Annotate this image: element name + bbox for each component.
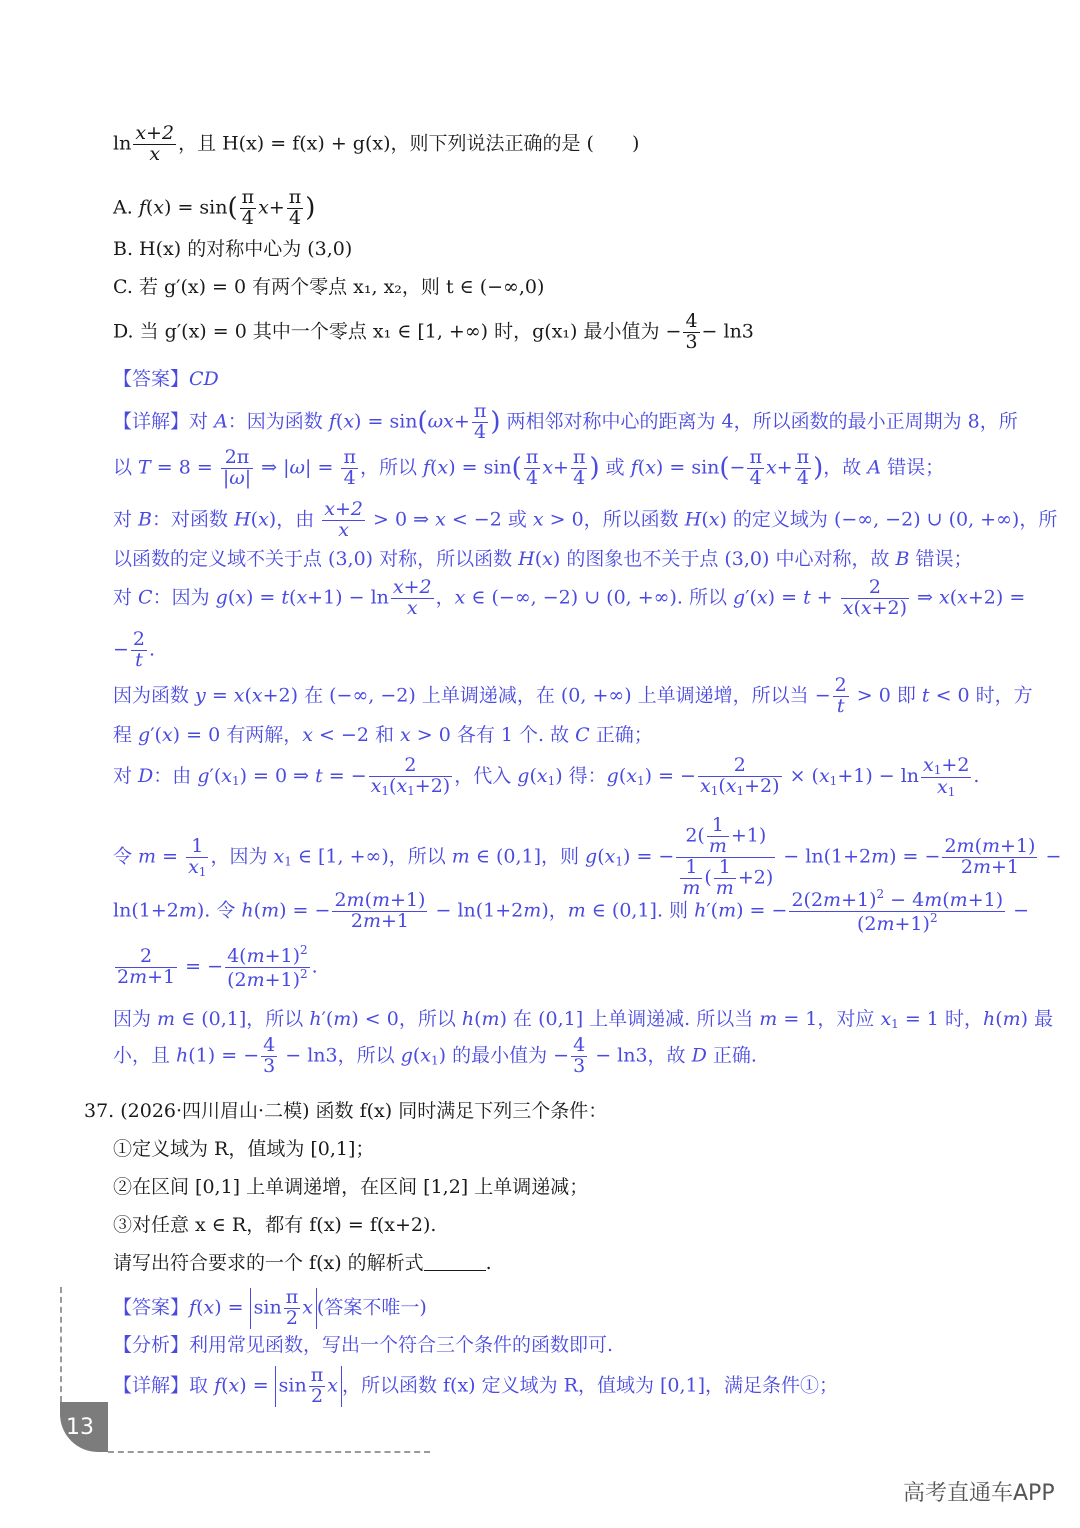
watermark: 高考直通车APP xyxy=(903,1481,1055,1506)
q37-condition-1: ①定义域为 R，值域为 [0,1]； xyxy=(113,1138,375,1160)
q36-detail-line2: 以 T = 8 = $\frac{2\pi}{|\omega|}$ ⇒ |ω| = $\frac{\pi}{4}$ ，所以 f(x) = sin( $\frac{\pi}{4}$ x+ $\frac{\pi}{4}$ ) 或 f(x) = sin(− $\frac{\pi}{4}$ x+ $\frac{\pi}{4}$ )，故 A 错误； xyxy=(113,446,945,489)
q36-detail-line11: ln(1+2m). 令 h(m) = − $\frac{2m(m+1)}{2m+1}$ − ln(1+2m)，m ∈ (0,1]. 则 h′(m) = − $\frac{2(2m+1)^2 - 4m(m+1)}{(2m+1)^2}$ − xyxy=(113,887,1030,935)
q36-detail-line13: 因为 m ∈ (0,1]，所以 h′(m) < 0，所以 h(m) 在 (0,1] 上单调递减. 所以当 m = 1，对应 $x_1 = 1$ 时，h(m) 最 xyxy=(113,1008,1054,1031)
q36-option-a: A. f(x) = sin( $\frac{\pi}{4}$ x+ $\frac{\pi}{4}$ ) xyxy=(113,186,316,229)
q36-detail-line14: 小，且 h(1) = − $\frac{4}{3}$ − ln3，所以 $g(x_1)$ 的最小值为 − $\frac{4}{3}$ − ln3，故 D 正确. xyxy=(113,1034,757,1077)
q36-option-c: C. 若 g′(x) = 0 有两个零点 x₁, x₂，则 t ∈ (−∞,0) xyxy=(113,276,545,298)
q36-detail-line4: 以函数的定义域不关于点 (3,0) 对称，所以函数 H(x) 的图象也不关于点 (3,0) 中心对称，故 B 错误； xyxy=(113,548,973,570)
q36-detail-line12: $\frac{2}{2m+1}$ = − $\frac{4(m+1)^2}{(2m+1)^2}$ . xyxy=(117,943,318,991)
q36-detail-line3: 对 B：对函数 H(x)，由 $\frac{x+2}{x}$ > 0 ⇒ x < −2 或 x > 0，所以函数 H(x) 的定义域为 (−∞, −2) ∪ (0, +∞)，所 xyxy=(113,498,1058,541)
q37-detail: 【详解】取 f(x) = sin $\frac{\pi}{2}$ x ，所以函数 f(x) 定义域为 R，值域为 [0,1]，满足条件①； xyxy=(113,1364,839,1407)
q36-detail-line7: 因为函数 y = x(x+2) 在 (−∞, −2) 上单调递减，在 (0, +∞) 上单调递增，所以当 − $\frac{2}{t}$ > 0 即 t < 0 时，方 xyxy=(113,674,1033,717)
q36-option-d: D. 当 g′(x) = 0 其中一个零点 x₁ ∈ [1, +∞) 时，g(x₁) 最小值为 − $\frac{4}{3}$ − ln3 xyxy=(113,310,754,353)
q37-detail-text: ，所以函数 f(x) 定义域为 R，值域为 [0,1]，满足条件①； xyxy=(341,1374,839,1397)
page-number: 13 xyxy=(66,1415,94,1440)
q37-analysis-tag: 【分析】 xyxy=(113,1334,190,1356)
q36-detail-line10: 令 m = $\frac{1}{x_1}$ ，因为 $x_1$ ∈ [1, +∞)，所以 m ∈ (0,1]，则 $g(x_1)$ = − 2( $\frac{1}{m}$ +1) $\frac{1}{m}$ ( $\frac{1}{m}$ +2) − ln(1+2m) = − $\frac{2m(m+1)}{2m+1}$ − xyxy=(113,814,1062,899)
q37-title: 37. (2026·四川眉山·二模) 函数 f(x) 同时满足下列三个条件： xyxy=(84,1100,608,1122)
q36-option-d-tail: − ln3 xyxy=(701,320,754,343)
q37-analysis xyxy=(113,1334,613,1357)
q36-stem: ln $\frac{x+2}{x}$ ，且 H(x) = f(x) + g(x)，则下列说法正确的是 ( ) xyxy=(113,122,640,165)
q37-answer: 【答案】f(x) = sin $\frac{\pi}{2}$ x (答案不唯一) xyxy=(113,1286,427,1329)
q36-answer xyxy=(113,368,219,391)
q36-answer-value: CD xyxy=(189,368,219,390)
q37-condition-2: ②在区间 [0,1] 上单调递增，在区间 [1,2] 上单调递减； xyxy=(113,1176,589,1198)
q36-detail-tag: 【详解】 xyxy=(113,410,190,433)
q36-detail-line5: 对 C：因为 g(x) = t(x+1) − ln $\frac{x+2}{x}$ ，x ∈ (−∞, −2) ∪ (0, +∞). 所以 g′(x) = t + $\frac{2}{x(x+2)}$ ⇒ x(x+2) = xyxy=(113,576,1026,619)
q36-detail-line8: 程 g′(x) = 0 有两解，x < −2 和 x > 0 各有 1 个. 故 C 正确； xyxy=(113,724,653,746)
q36-option-d-text: D. 当 g′(x) = 0 其中一个零点 x₁ ∈ [1, +∞) 时，g(x₁) 最小值为 − xyxy=(113,320,682,343)
q36-detail-line1: 【详解】对 A：因为函数 f(x) = sin(ωx+ $\frac{\pi}{4}$ ) 两相邻对称中心的距离为 4，所以函数的最小正周期为 8，所 xyxy=(113,400,1018,443)
dashed-border-horizontal xyxy=(108,1451,430,1453)
q37-ask: 请写出符合要求的一个 f(x) 的解析式 . xyxy=(113,1252,492,1274)
q37-condition-3: ③对任意 x ∈ R，都有 f(x) = f(x+2). xyxy=(113,1214,437,1236)
answer-blank xyxy=(424,1254,486,1271)
q37-ask-text: 请写出符合要求的一个 f(x) 的解析式 xyxy=(113,1252,424,1274)
q36-option-b: B. H(x) 的对称中心为 (3,0) xyxy=(113,238,353,260)
q37-detail-tag: 【详解】 xyxy=(113,1374,190,1397)
q37-answer-note: (答案不唯一) xyxy=(316,1296,427,1319)
q37-analysis-text: 利用常见函数，写出一个符合三个条件的函数即可. xyxy=(189,1334,614,1356)
q37-answer-tag: 【答案】 xyxy=(113,1296,190,1319)
q36-stem-text: ，且 H(x) = f(x) + g(x)，则下列说法正确的是 ( ) xyxy=(178,132,640,155)
q36-detail-line9: 对 D：由 $g'(x_1) = 0$ ⇒ t = − $\frac{2}{x_1(x_1+2)}$ ，代入 $g(x_1)$ 得：$g(x_1)$ = − $\frac{2}{x_1(x_1+2)}$ × $(x_1+1) - \ln$ $\frac{x_1+2}{x_1}$ . xyxy=(113,754,980,799)
q36-detail-line6: − $\frac{2}{t}$ . xyxy=(113,628,156,671)
q36-answer-tag: 【答案】 xyxy=(113,368,190,390)
dashed-border-vertical xyxy=(60,1287,62,1402)
